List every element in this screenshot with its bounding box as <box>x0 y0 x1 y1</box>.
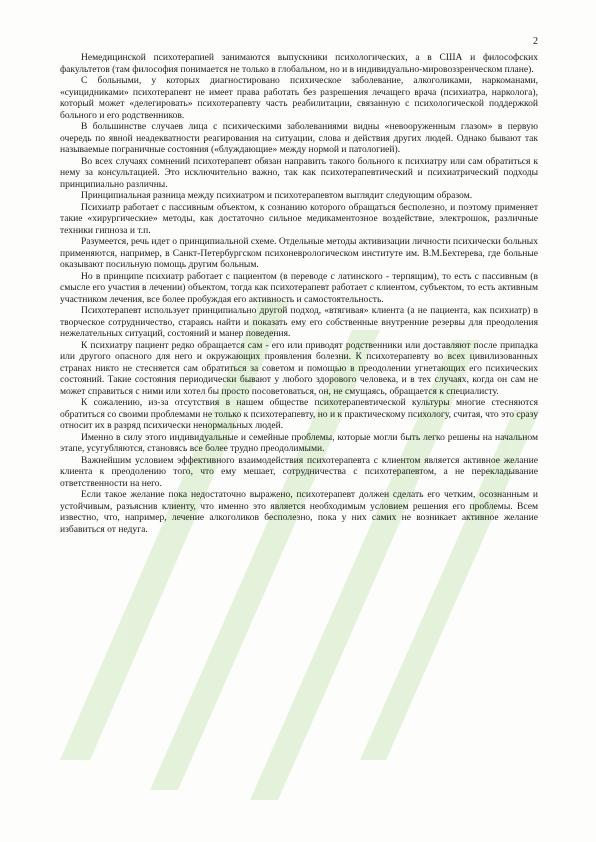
paragraph: Во всех случаях сомнений психотерапевт обязан направить такого больного к психиатру или сам обратиться к нему за консультацией. Это исключительно важно, так как психотерапевтический и психиатрический подходы принципиально различны. <box>60 155 538 190</box>
paragraph: Но в принципе психиатр работает с пациентом (в переводе с латинского - терпящим), то есть с пассивным (в смысле его участия в лечении) объектом, тогда как психотерапевт работает с клиентом, субъектом, то есть активным участником лечения, все более пробуждая его активность и самостоятельность. <box>60 270 538 305</box>
page-number: 2 <box>533 36 538 47</box>
body-text <box>60 52 538 535</box>
paragraph: Немедицинской психотерапией занимаются выпускники психологических, а в США и философских факультетов (там философия понимается не только в глобальном, но и в индивидуально-мировоззренческом плане). <box>60 52 538 75</box>
paragraph: Если такое желание пока недостаточно выражено, психотерапевт должен сделать его четким, осознанным и устойчивым, разъяснив клиенту, что именно это является необходимым условием решения его проблемы. Всем известно, что, например, лечение алкоголиков бесполезно, пока у них самих не возникает активное желание избавиться от недуга. <box>60 489 538 535</box>
paragraph: Важнейшим условием эффективного взаимодействия психотерапевта с клиентом является активное желание клиента к преодолению того, что ему мешает, сотрудничества с психотерапевтом, а не перекладывание ответственности на него. <box>60 454 538 489</box>
paragraph: К психиатру пациент редко обращается сам - его или приводят родственники или доставляют после припадка или другого опасного для него и окружающих проявления болезни. К психотерапевту во всех цивилизованных странах никто не стесняется сам обратиться за советом и помощью в преодолении угнетающих его психических состояний. Такие состояния периодически бывают у любого здорового человека, и в тех случаях, когда он сам не может справиться с ними или хотел бы просто посоветоваться, он, не смущаясь, обращается к специалисту. <box>60 339 538 397</box>
paragraph: Принципиальная разница между психиатром и психотерапевтом выглядит следующим образом. <box>81 190 473 201</box>
paragraph: Психотерапевт использует принципиально другой подход, «втягивая» клиента (а не пациента, как психиатр) в творческое сотрудничество, стараясь найти и показать ему его собственные внутренние резервы для преодоления нежелательных ситуаций, состояний и манер поведения. <box>60 305 538 339</box>
paragraph: В большинстве случаев лица с психическими заболеваниями видны «невооруженным глазом» в первую очередь по явной неадекватности реагирования на ситуации, слова и действия других людей. Однако бывают так называемые пограничные состояния («блуждающие» между нормой и патологией). <box>60 121 538 155</box>
paragraph: С больными, у которых диагностировано психическое заболевание, алкоголиками, наркоманами, «суицидниками» психотерапевт не имеет права работать без разрешения лечащего врача (психиатра, нарколога), который может «делегировать» психотерапевту часть реабилитации, связанную с психологической поддержкой больного и его родственников. <box>60 75 538 121</box>
paragraph: К сожалению, из-за отсутствия в нашем обществе психотерапевтической культуры многие стесняются обратиться со своими проблемами не только к психотерапевту, но и к практическому психологу, считая, что это сразу относит их в разряд психически ненормальных людей. <box>60 397 538 431</box>
paragraph: Именно в силу этого индивидуальные и семейные проблемы, которые могли быть легко решены на начальном этапе, усугубляются, становясь все более трудно преодолимыми. <box>60 431 538 454</box>
paragraph: Разумеется, речь идет о принципиальной схеме. Отдельные методы активизации личности психически больных применяются, например, в Санкт-Петербургском психоневрологическом институте им. В.М.Бехтерева, где больные оказывают посильную помощь другим больным. <box>60 236 538 270</box>
paragraph: Психиатр работает с пассивным объектом, к сознанию которого обращаться бесполезно, и поэтому применяет такие «хирургические» методы, как достаточно сильное медикаментозное воздействие, электрошок, различные техники гипноза и т.п. <box>60 201 538 236</box>
